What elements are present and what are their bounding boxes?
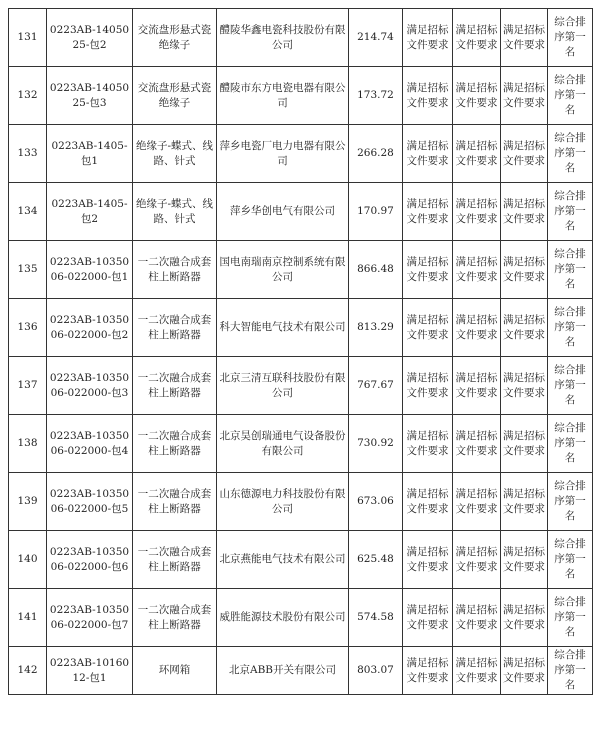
table-row: [9, 531, 593, 589]
row-number: 138: [9, 415, 47, 473]
requirement-1: 满足招标文件要求: [403, 415, 453, 473]
package-code: 0223AB-1405025-包3: [47, 67, 133, 125]
bid-amount: 574.58: [349, 589, 403, 647]
requirement-1: 满足招标文件要求: [403, 357, 453, 415]
item-name: 一二次融合成套柱上断路器: [133, 415, 217, 473]
row-number: 142: [9, 647, 47, 695]
bid-amount: 214.74: [349, 9, 403, 67]
item-name: 一二次融合成套柱上断路器: [133, 531, 217, 589]
table-row: [9, 415, 593, 473]
package-code: 0223AB-1035006-022000-包4: [47, 415, 133, 473]
ranking: 综合排序第一名: [548, 125, 593, 183]
bid-amount: 266.28: [349, 125, 403, 183]
table-row: [9, 67, 593, 125]
requirement-1: 满足招标文件要求: [403, 589, 453, 647]
requirement-2: 满足招标文件要求: [453, 473, 501, 531]
requirement-2: 满足招标文件要求: [453, 9, 501, 67]
item-name: 一二次融合成套柱上断路器: [133, 241, 217, 299]
row-number: 140: [9, 531, 47, 589]
results-table: [8, 8, 593, 695]
item-name: 环网箱: [133, 647, 217, 695]
package-code: 0223AB-1405-包1: [47, 125, 133, 183]
table-row: [9, 357, 593, 415]
requirement-3: 满足招标文件要求: [501, 415, 548, 473]
supplier-name: 北京ABB开关有限公司: [217, 647, 349, 695]
item-name: 绝缘子-蝶式、线路、针式: [133, 183, 217, 241]
ranking: 综合排序第一名: [548, 241, 593, 299]
supplier-name: 醴陵市东方电瓷电器有限公司: [217, 67, 349, 125]
requirement-1: 满足招标文件要求: [403, 9, 453, 67]
requirement-2: 满足招标文件要求: [453, 67, 501, 125]
bid-amount: 803.07: [349, 647, 403, 695]
item-name: 一二次融合成套柱上断路器: [133, 589, 217, 647]
package-code: 0223AB-1035006-022000-包2: [47, 299, 133, 357]
ranking: 综合排序第一名: [548, 415, 593, 473]
supplier-name: 北京三清互联科技股份有限公司: [217, 357, 349, 415]
supplier-name: 国电南瑞南京控制系统有限公司: [217, 241, 349, 299]
table-body: [9, 9, 593, 695]
item-name: 一二次融合成套柱上断路器: [133, 299, 217, 357]
package-code: 0223AB-1035006-022000-包5: [47, 473, 133, 531]
requirement-1: 满足招标文件要求: [403, 531, 453, 589]
item-name: 交流盘形悬式瓷绝缘子: [133, 67, 217, 125]
requirement-3: 满足招标文件要求: [501, 357, 548, 415]
ranking: 综合排序第一名: [548, 183, 593, 241]
requirement-3: 满足招标文件要求: [501, 589, 548, 647]
package-code: 0223AB-1035006-022000-包7: [47, 589, 133, 647]
row-number: 135: [9, 241, 47, 299]
package-code: 0223AB-1016012-包1: [47, 647, 133, 695]
requirement-3: 满足招标文件要求: [501, 299, 548, 357]
bid-amount: 866.48: [349, 241, 403, 299]
row-number: 131: [9, 9, 47, 67]
table-row: [9, 589, 593, 647]
bid-amount: 813.29: [349, 299, 403, 357]
requirement-3: 满足招标文件要求: [501, 9, 548, 67]
bid-amount: 730.92: [349, 415, 403, 473]
requirement-2: 满足招标文件要求: [453, 415, 501, 473]
requirement-2: 满足招标文件要求: [453, 357, 501, 415]
row-number: 141: [9, 589, 47, 647]
ranking: 综合排序第一名: [548, 473, 593, 531]
row-number: 133: [9, 125, 47, 183]
requirement-1: 满足招标文件要求: [403, 125, 453, 183]
table-row: [9, 647, 593, 695]
requirement-1: 满足招标文件要求: [403, 473, 453, 531]
requirement-1: 满足招标文件要求: [403, 647, 453, 695]
supplier-name: 北京燕能电气技术有限公司: [217, 531, 349, 589]
table-row: [9, 183, 593, 241]
supplier-name: 醴陵华鑫电瓷科技股份有限公司: [217, 9, 349, 67]
package-code: 0223AB-1035006-022000-包6: [47, 531, 133, 589]
package-code: 0223AB-1035006-022000-包3: [47, 357, 133, 415]
ranking: 综合排序第一名: [548, 67, 593, 125]
ranking: 综合排序第一名: [548, 9, 593, 67]
bid-amount: 170.97: [349, 183, 403, 241]
supplier-name: 山东德源电力科技股份有限公司: [217, 473, 349, 531]
bid-amount: 673.06: [349, 473, 403, 531]
requirement-2: 满足招标文件要求: [453, 531, 501, 589]
requirement-1: 满足招标文件要求: [403, 299, 453, 357]
requirement-1: 满足招标文件要求: [403, 183, 453, 241]
supplier-name: 北京昊创瑞通电气设备股份有限公司: [217, 415, 349, 473]
package-code: 0223AB-1405-包2: [47, 183, 133, 241]
supplier-name: 科大智能电气技术有限公司: [217, 299, 349, 357]
requirement-1: 满足招标文件要求: [403, 67, 453, 125]
row-number: 136: [9, 299, 47, 357]
package-code: 0223AB-1405025-包2: [47, 9, 133, 67]
supplier-name: 萍乡电瓷厂电力电器有限公司: [217, 125, 349, 183]
table-row: [9, 473, 593, 531]
requirement-3: 满足招标文件要求: [501, 647, 548, 695]
row-number: 132: [9, 67, 47, 125]
row-number: 139: [9, 473, 47, 531]
row-number: 134: [9, 183, 47, 241]
requirement-3: 满足招标文件要求: [501, 67, 548, 125]
ranking: 综合排序第一名: [548, 647, 593, 695]
bid-amount: 767.67: [349, 357, 403, 415]
table-row: [9, 9, 593, 67]
requirement-2: 满足招标文件要求: [453, 589, 501, 647]
table-row: [9, 241, 593, 299]
requirement-1: 满足招标文件要求: [403, 241, 453, 299]
requirement-3: 满足招标文件要求: [501, 241, 548, 299]
package-code: 0223AB-1035006-022000-包1: [47, 241, 133, 299]
item-name: 一二次融合成套柱上断路器: [133, 473, 217, 531]
ranking: 综合排序第一名: [548, 531, 593, 589]
item-name: 交流盘形悬式瓷绝缘子: [133, 9, 217, 67]
supplier-name: 萍乡华创电气有限公司: [217, 183, 349, 241]
requirement-2: 满足招标文件要求: [453, 125, 501, 183]
requirement-3: 满足招标文件要求: [501, 473, 548, 531]
requirement-2: 满足招标文件要求: [453, 241, 501, 299]
supplier-name: 威胜能源技术股份有限公司: [217, 589, 349, 647]
ranking: 综合排序第一名: [548, 299, 593, 357]
ranking: 综合排序第一名: [548, 357, 593, 415]
row-number: 137: [9, 357, 47, 415]
item-name: 绝缘子-蝶式、线路、针式: [133, 125, 217, 183]
ranking: 综合排序第一名: [548, 589, 593, 647]
requirement-2: 满足招标文件要求: [453, 183, 501, 241]
requirement-2: 满足招标文件要求: [453, 647, 501, 695]
item-name: 一二次融合成套柱上断路器: [133, 357, 217, 415]
requirement-3: 满足招标文件要求: [501, 125, 548, 183]
requirement-3: 满足招标文件要求: [501, 183, 548, 241]
table-row: [9, 299, 593, 357]
table-row: [9, 125, 593, 183]
requirement-2: 满足招标文件要求: [453, 299, 501, 357]
bid-amount: 625.48: [349, 531, 403, 589]
requirement-3: 满足招标文件要求: [501, 531, 548, 589]
bid-amount: 173.72: [349, 67, 403, 125]
